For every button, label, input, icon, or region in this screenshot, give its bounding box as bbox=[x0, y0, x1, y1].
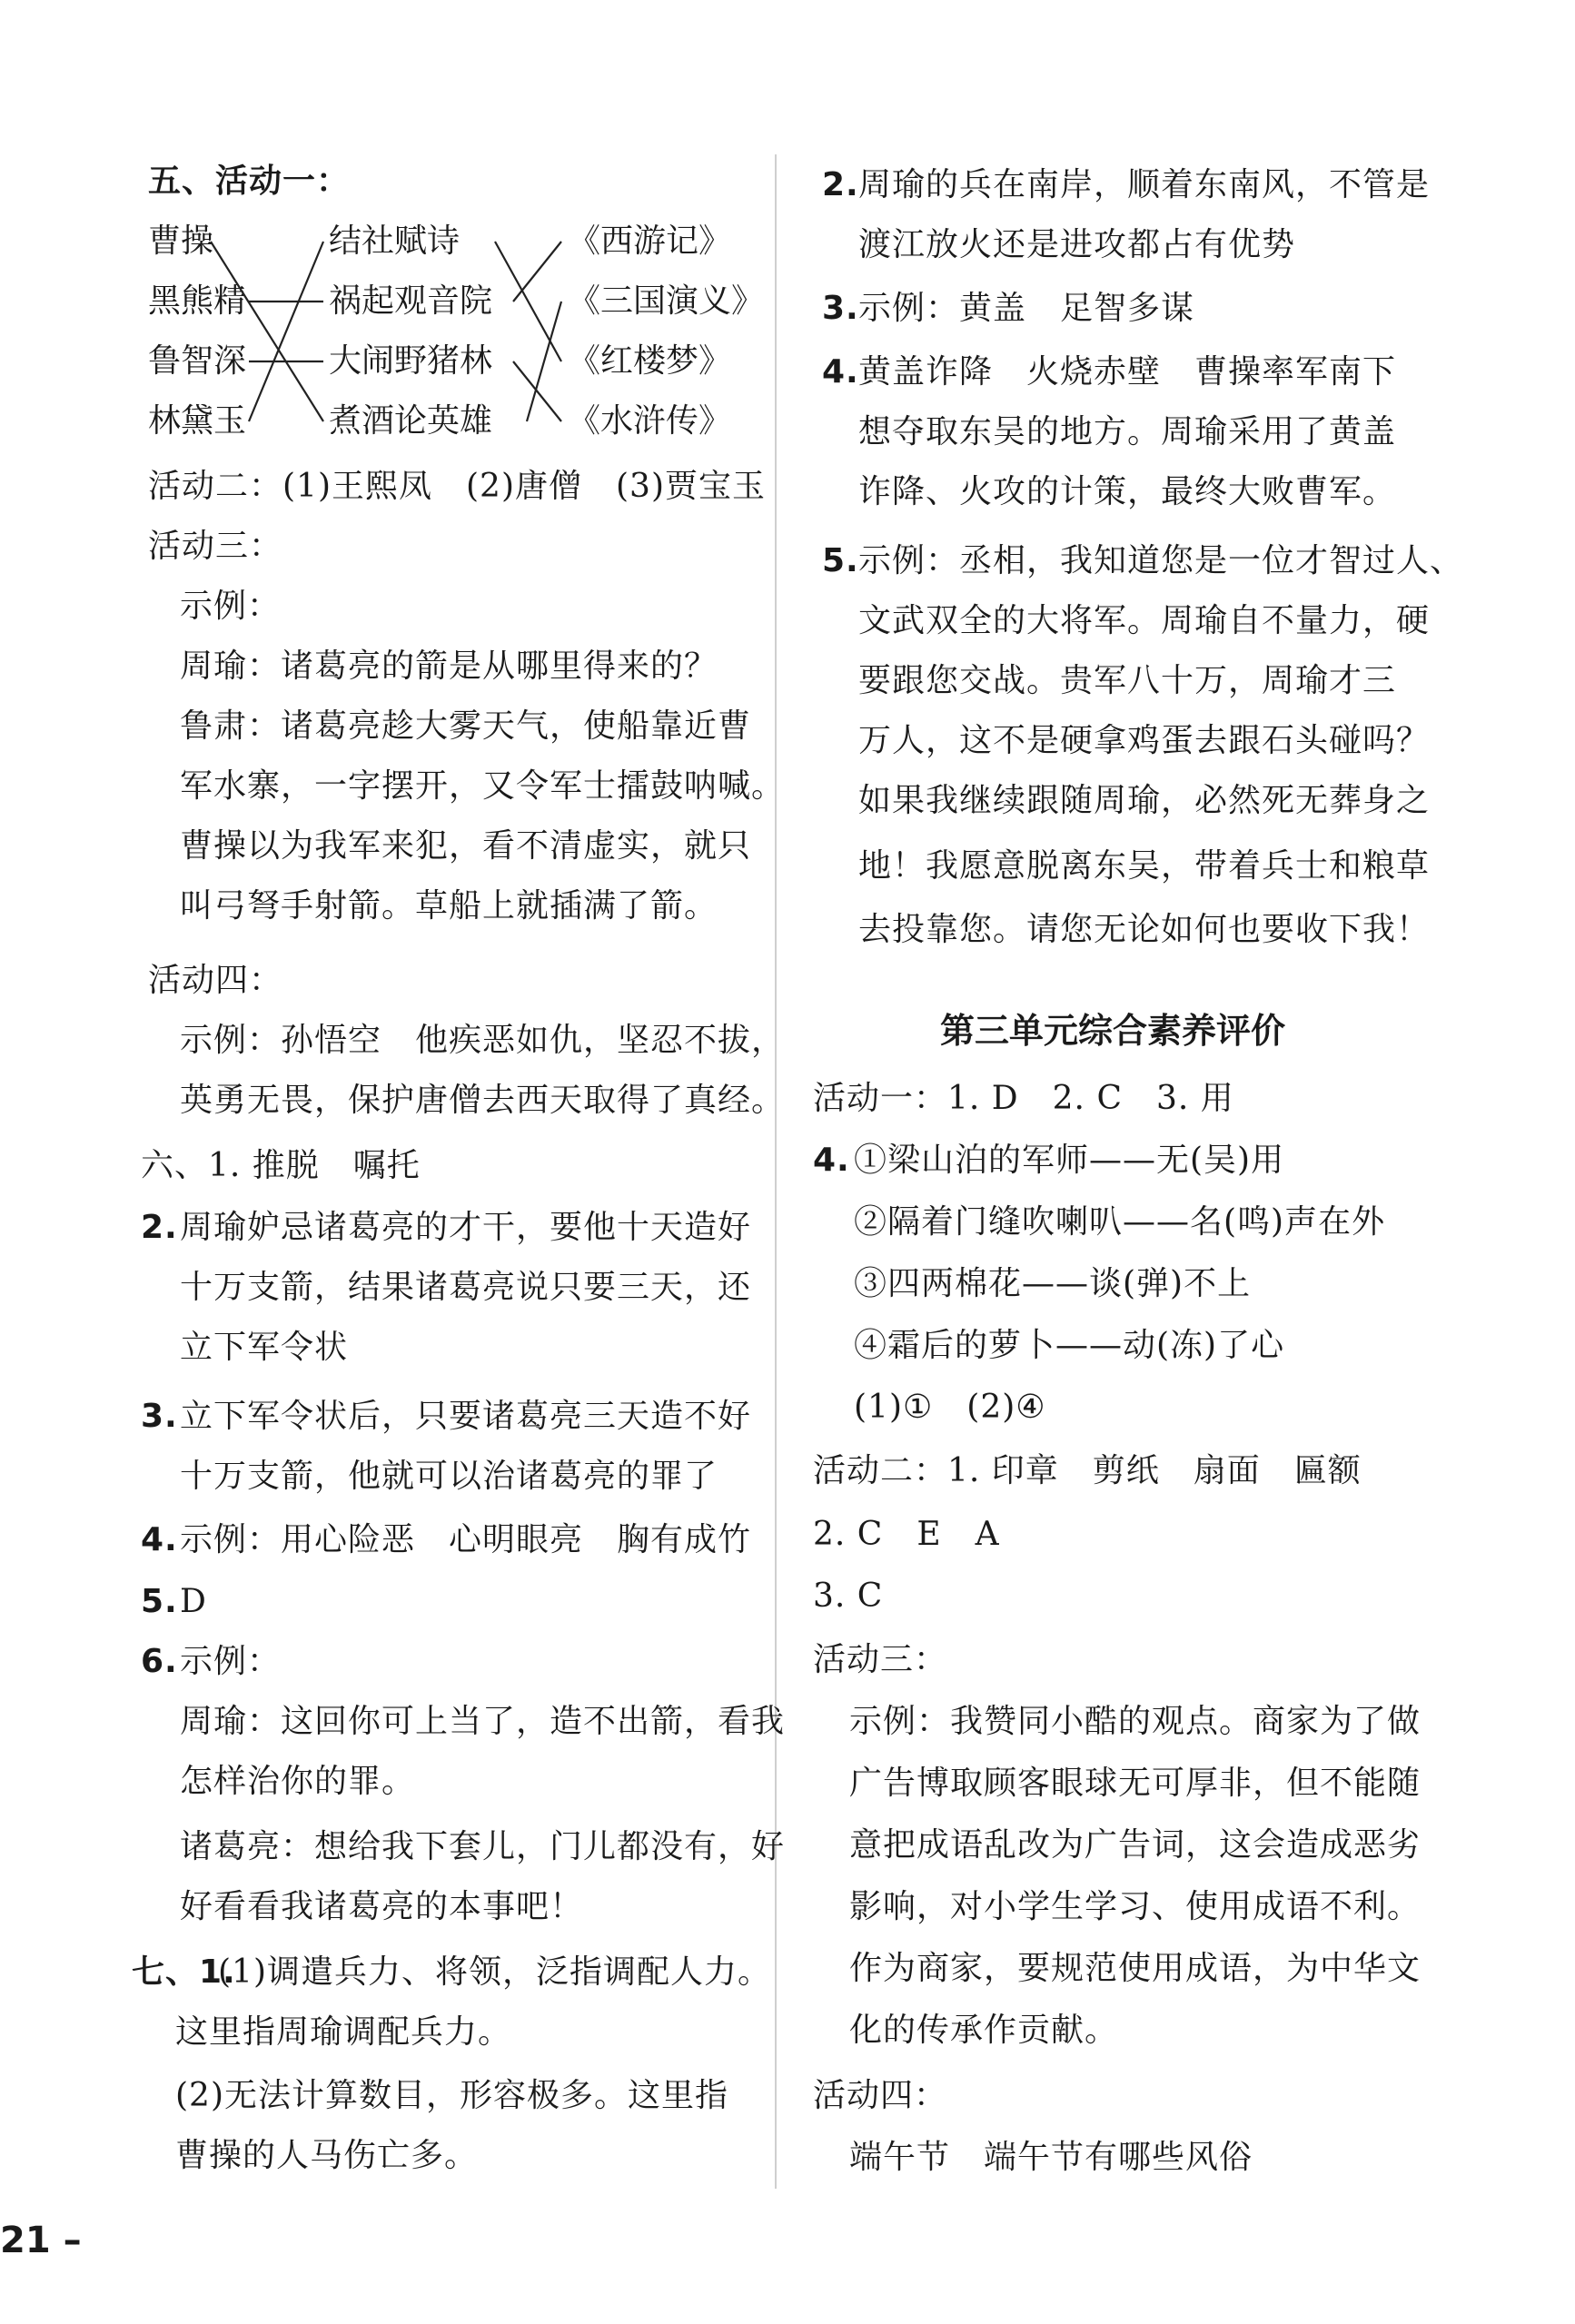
text-line: 军水寨，一字摆开，又令军士擂鼓呐喊。 bbox=[180, 767, 786, 805]
text-line: 渡江放火还是进攻都占有优势 bbox=[858, 226, 1296, 263]
item-number: 5. bbox=[141, 1583, 178, 1620]
text-line: 3. C bbox=[813, 1577, 884, 1615]
text-line: 十万支箭，结果诸葛亮说只要三天，还 bbox=[180, 1269, 752, 1306]
page-number: 21 – bbox=[0, 2220, 82, 2261]
section-6-item-1: 六、1. 推脱 嘱托 bbox=[141, 1147, 421, 1184]
text-line: 这里指周瑜调配兵力。 bbox=[175, 2013, 512, 2051]
text-line: 周瑜的兵在南岸，顺着东南风，不管是 bbox=[858, 166, 1431, 203]
item-number: 4. bbox=[141, 1521, 178, 1558]
text-line: 立下军令状 bbox=[180, 1329, 349, 1366]
text-line: 广告博取顾客眼球无可厚非，但不能随 bbox=[849, 1765, 1421, 1802]
text-line: 十万支箭，他就可以治诸葛亮的罪了 bbox=[180, 1458, 718, 1495]
example-label: 示例： bbox=[180, 1643, 282, 1680]
text-line: 怎样治你的罪。 bbox=[180, 1763, 416, 1800]
text-line: 叫弓弩手射箭。草船上就插满了箭。 bbox=[180, 887, 718, 925]
text-line: (2)无法计算数目，形容极多。这里指 bbox=[175, 2077, 728, 2114]
activity-4-label: 活动四： bbox=[813, 2077, 948, 2114]
text-line: 英勇无畏，保护唐僧去西天取得了真经。 bbox=[180, 1082, 786, 1119]
activity-4-label: 活动四： bbox=[148, 962, 283, 999]
match-col1-item: 曹操 bbox=[148, 223, 214, 260]
section-7-number: 七、1. bbox=[132, 1953, 236, 1991]
text-line: 作为商家，要规范使用成语，为中华文 bbox=[849, 1950, 1421, 1987]
text-line: 周瑜妒忌诸葛亮的才干，要他十天造好 bbox=[180, 1209, 752, 1246]
text-line: 端午节 端午节有哪些风俗 bbox=[849, 2139, 1253, 2176]
item-number: 6. bbox=[141, 1643, 178, 1680]
text-line: 影响，对小学生学习、使用成语不利。 bbox=[849, 1888, 1421, 1925]
match-line bbox=[513, 361, 561, 421]
match-col2-item: 祸起观音院 bbox=[329, 282, 493, 320]
text-line: 黄盖诈降 火烧赤壁 曹操率军南下 bbox=[858, 353, 1397, 391]
match-col3-item: 《三国演义》 bbox=[568, 282, 765, 320]
item-number: 5. bbox=[822, 542, 859, 579]
match-col3-item: 《红楼梦》 bbox=[568, 342, 732, 380]
match-col2-item: 结社赋诗 bbox=[329, 223, 461, 260]
activity-2-answer: 活动二：(1)王熙凤 (2)唐僧 (3)贾宝玉 bbox=[148, 468, 766, 505]
text-line: 万人，这不是硬拿鸡蛋去跟石头碰吗？ bbox=[858, 722, 1431, 759]
text-line: 周瑜：这回你可上当了，造不出箭，看我 bbox=[180, 1703, 786, 1740]
text-line: 示例：孙悟空 他疾恶如仇，坚忍不拔， bbox=[180, 1022, 786, 1059]
text-line: 曹操以为我军来犯，看不清虚实，就只 bbox=[180, 827, 752, 865]
match-col2-item: 煮酒论英雄 bbox=[329, 402, 493, 440]
match-col1-item: 黑熊精 bbox=[148, 282, 247, 320]
match-line bbox=[513, 242, 561, 302]
text-line: 化的传承作贡献。 bbox=[849, 2012, 1119, 2049]
text-line: 地！我愿意脱离东吴，带着兵士和粮草 bbox=[858, 847, 1431, 885]
example-label: 示例： bbox=[180, 588, 282, 625]
text-line: (1)调遣兵力、将领，泛指调配人力。 bbox=[218, 1953, 771, 1991]
match-line bbox=[495, 242, 561, 361]
activity-3-label: 活动三： bbox=[148, 528, 283, 565]
item-number: 3. bbox=[822, 290, 859, 327]
item-number: 3. bbox=[141, 1398, 178, 1435]
activity-2-answer: 活动二：1. 印章 剪纸 扇面 匾额 bbox=[813, 1452, 1362, 1489]
text-line: 示例：我赞同小酷的观点。商家为了做 bbox=[849, 1703, 1421, 1740]
text-line: 意把成语乱改为广告词，这会造成恶劣 bbox=[849, 1826, 1421, 1864]
text-line: 去投靠您。请您无论如何也要收下我！ bbox=[858, 911, 1431, 948]
activity-3-label: 活动三： bbox=[813, 1641, 948, 1678]
text-line: ③四两棉花——谈(弹)不上 bbox=[854, 1265, 1252, 1302]
text-line: ②隔着门缝吹喇叭——名(鸣)声在外 bbox=[854, 1203, 1386, 1241]
text-line: 立下军令状后，只要诸葛亮三天造不好 bbox=[180, 1398, 752, 1435]
text-line: D bbox=[180, 1583, 207, 1620]
match-line bbox=[527, 302, 561, 421]
text-line: 示例：用心险恶 心明眼亮 胸有成竹 bbox=[180, 1521, 752, 1558]
text-line: ①梁山泊的军师——无(吴)用 bbox=[854, 1142, 1285, 1179]
section-5-heading: 五、活动一： bbox=[148, 163, 351, 200]
text-line: 2. C E A bbox=[813, 1516, 1000, 1553]
text-line: 示例：黄盖 足智多谋 bbox=[858, 290, 1195, 327]
section-title: 第三单元综合素养评价 bbox=[940, 1011, 1286, 1051]
column-divider bbox=[775, 154, 777, 2189]
match-col1-item: 鲁智深 bbox=[148, 342, 247, 380]
match-col2-item: 大闹野猪林 bbox=[329, 342, 493, 380]
text-line: ④霜后的萝卜——动(冻)了心 bbox=[854, 1327, 1285, 1364]
text-line: (1)① (2)④ bbox=[854, 1389, 1046, 1426]
text-line: 诸葛亮：想给我下套儿，门儿都没有，好 bbox=[180, 1828, 786, 1865]
activity-1-answer: 活动一：1. D 2. C 3. 用 bbox=[813, 1080, 1234, 1117]
match-line bbox=[211, 242, 323, 421]
text-line: 好看看我诸葛亮的本事吧！ bbox=[180, 1888, 584, 1925]
text-line: 如果我继续跟随周瑜，必然死无葬身之 bbox=[858, 782, 1431, 819]
text-line: 想夺取东吴的地方。周瑜采用了黄盖 bbox=[858, 413, 1397, 450]
match-col3-item: 《西游记》 bbox=[568, 223, 732, 260]
text-line: 示例：丞相，我知道您是一位才智过人、 bbox=[858, 542, 1464, 579]
match-line bbox=[249, 242, 323, 421]
text-line: 诈降、火攻的计策，最终大败曹军。 bbox=[858, 473, 1397, 510]
text-line: 周瑜：诸葛亮的箭是从哪里得来的？ bbox=[180, 648, 718, 685]
item-number: 2. bbox=[822, 166, 859, 203]
text-line: 曹操的人马伤亡多。 bbox=[175, 2137, 479, 2174]
match-col3-item: 《水浒传》 bbox=[568, 402, 732, 440]
text-line: 要跟您交战。贵军八十万，周瑜才三 bbox=[858, 662, 1397, 699]
text-line: 文武双全的大将军。周瑜自不量力，硬 bbox=[858, 602, 1431, 639]
item-number: 2. bbox=[141, 1209, 178, 1246]
item-number: 4. bbox=[822, 353, 859, 391]
match-col1-item: 林黛玉 bbox=[148, 402, 247, 440]
text-line: 鲁肃：诸葛亮趁大雾天气，使船靠近曹 bbox=[180, 707, 752, 745]
item-number: 4. bbox=[813, 1142, 850, 1179]
